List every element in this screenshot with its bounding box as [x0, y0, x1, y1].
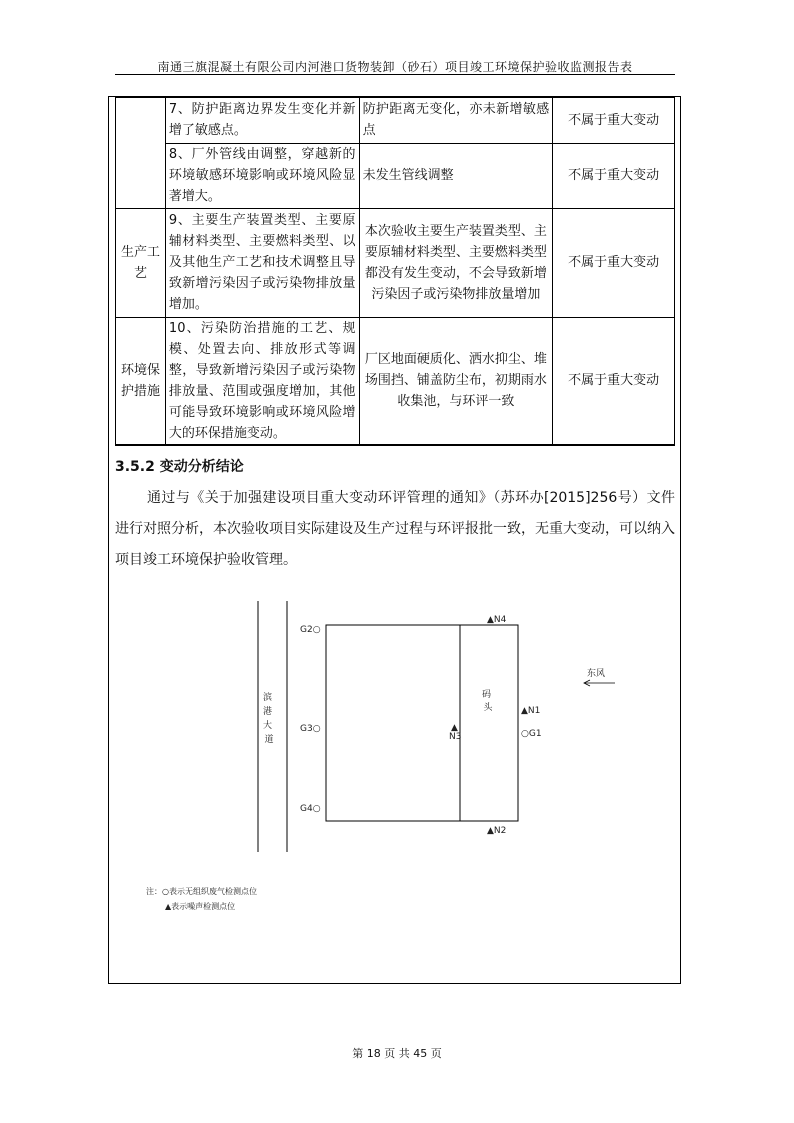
- point-n4: ▲N4: [487, 615, 507, 625]
- requirement-cell: 10、污染防治措施的工艺、规模、处置去向、排放形式等调整，导致新增污染因子或污染物排放量、范围或强度增加，其他可能导致环境影响或环境风险增大的环保措施变动。: [165, 317, 359, 445]
- road-label-char: 大: [263, 721, 273, 731]
- road-label-char: 滨: [263, 693, 273, 703]
- road-label-char: 道: [264, 735, 274, 745]
- map-legend-circle: [146, 886, 257, 897]
- dock-label-char: 头: [483, 703, 493, 713]
- result-cell: 不属于重大变动: [553, 97, 675, 143]
- requirement-cell: 7、防护距离边界发生变化并新增了敏感点。: [165, 97, 359, 143]
- result-cell: 不属于重大变动: [553, 317, 675, 445]
- page-footer: 第 18 页 共 45 页: [352, 1047, 442, 1060]
- actual-cell: 未发生管线调整: [359, 143, 553, 208]
- point-g2: G2○: [300, 625, 321, 635]
- legend-circle-text: ○表示无组织废气检测点位: [162, 887, 257, 896]
- map-legend-triangle: ▲表示噪声检测点位: [165, 902, 236, 911]
- section-heading: 3.5.2 变动分析结论: [115, 459, 244, 475]
- point-n1: ▲N1: [521, 706, 541, 716]
- road-label: [263, 691, 275, 745]
- category-cell: 环境保护措施: [116, 317, 166, 445]
- road-label-char: 港: [263, 707, 273, 717]
- site-boundary: [326, 625, 518, 821]
- point-g4: G4○: [300, 804, 321, 814]
- actual-cell: 本次验收主要生产装置类型、主要原辅材料类型、主要燃料类型都没有发生变动，不会导致新增污染因子或污染物排放量增加: [359, 208, 553, 317]
- point-g1: ○G1: [521, 729, 542, 739]
- table-row: [116, 317, 675, 445]
- category-cell: [116, 97, 166, 208]
- dock-label: [482, 689, 494, 713]
- requirement-cell: 9、主要生产装置类型、主要原辅材料类型、主要燃料类型、以及其他生产工艺和技术调整且导致新增污染因子或污染物排放量增加。: [165, 208, 359, 317]
- point-n3: N3: [449, 732, 462, 742]
- table-row: [116, 143, 675, 208]
- wind-label: 东风: [587, 669, 606, 679]
- actual-cell: 厂区地面硬质化、洒水抑尘、堆场围挡、铺盖防尘布，初期雨水收集池，与环评一致: [359, 317, 553, 445]
- actual-cell: 防护距离无变化，亦未新增敏感点: [359, 97, 553, 143]
- requirement-cell: 8、厂外管线由调整，穿越新的环境敏感环境影响或环境风险显著增大。: [165, 143, 359, 208]
- table-row: [116, 208, 675, 317]
- page-header: 南通三旗混凝土有限公司内河港口货物装卸（砂石）项目竣工环境保护验收监测报告表: [157, 60, 633, 74]
- category-cell: 生产工艺: [116, 208, 166, 317]
- result-cell: 不属于重大变动: [553, 208, 675, 317]
- point-n2: ▲N2: [487, 826, 507, 836]
- header-rule: [115, 74, 675, 75]
- legend-prefix: 注：: [146, 887, 162, 896]
- point-n3-mark: ▲: [451, 723, 458, 733]
- result-cell: 不属于重大变动: [553, 143, 675, 208]
- monitoring-site-map: [140, 598, 620, 928]
- dock-label-char: 码: [482, 690, 492, 700]
- conclusion-paragraph: 通过与《关于加强建设项目重大变动环评管理的通知》（苏环办[2015]256号）文件进行对照分析，本次验收项目实际建设及生产过程与环评报批一致，无重大变动，可以纳入项目竣工环境保护验收管理。: [115, 490, 675, 568]
- change-table: [115, 96, 675, 446]
- point-g3: G3○: [300, 724, 321, 734]
- table-row: [116, 97, 675, 143]
